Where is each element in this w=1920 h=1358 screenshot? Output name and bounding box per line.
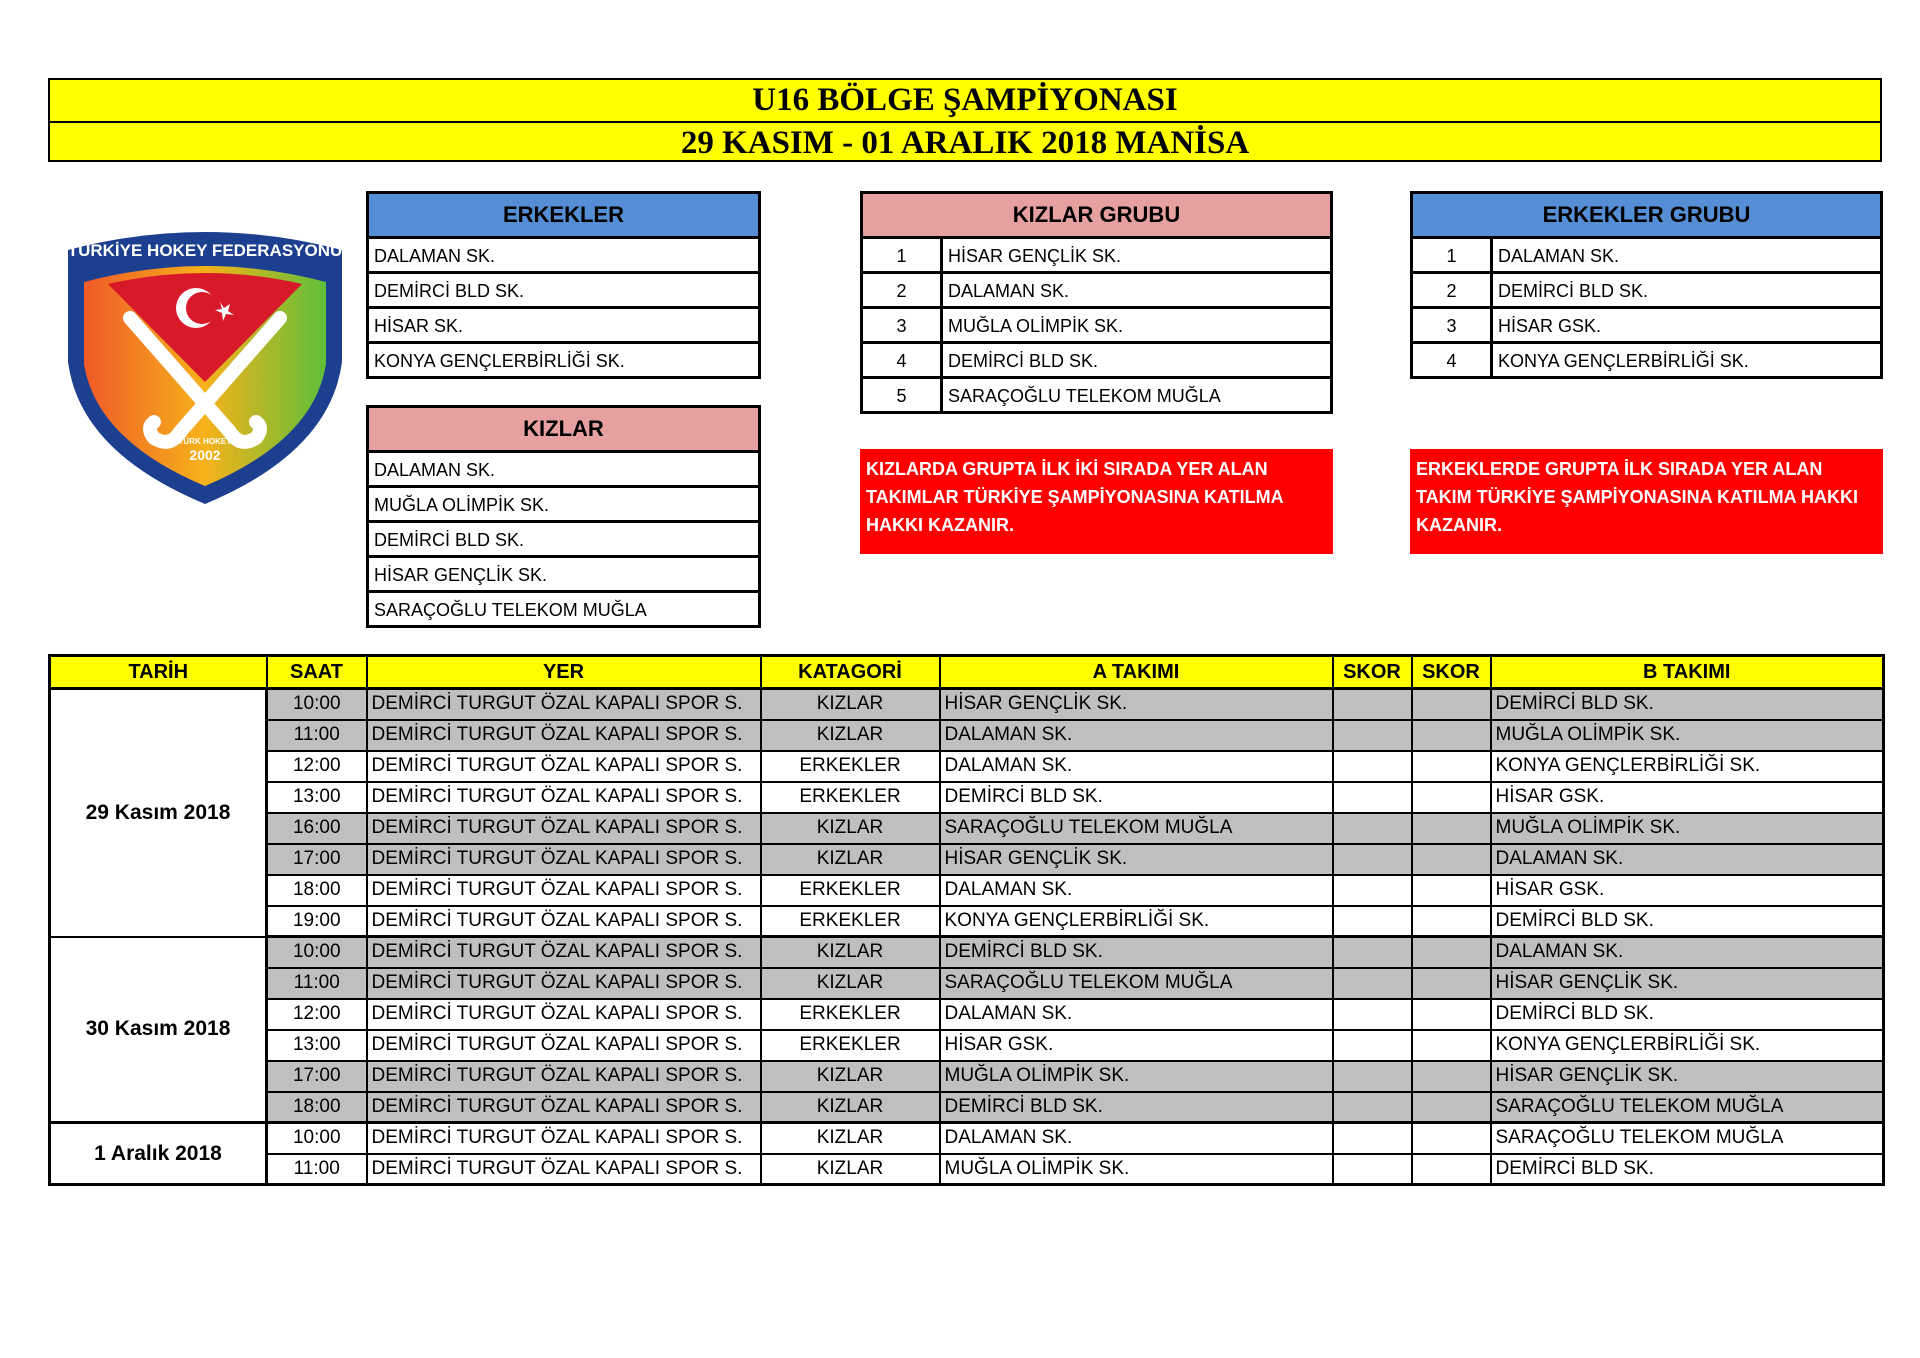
list-item: DALAMAN SK.: [369, 453, 758, 488]
category-cell: ERKEKLER: [761, 999, 940, 1030]
group-rank: 2: [1413, 274, 1493, 306]
table-row: [50, 875, 1884, 906]
time-cell: 11:00: [267, 1154, 367, 1185]
table-row: [50, 782, 1884, 813]
category-cell: ERKEKLER: [761, 782, 940, 813]
time-cell: 12:00: [267, 999, 367, 1030]
table-row: [50, 1154, 1884, 1185]
score-a-cell[interactable]: [1333, 1061, 1412, 1092]
venue-cell: DEMİRCİ TURGUT ÖZAL KAPALI SPOR S.: [367, 968, 761, 999]
venue-cell: DEMİRCİ TURGUT ÖZAL KAPALI SPOR S.: [367, 1154, 761, 1185]
category-cell: KIZLAR: [761, 937, 940, 968]
group-row: [1413, 274, 1880, 309]
category-cell: KIZLAR: [761, 689, 940, 720]
group-team: DEMİRCİ BLD SK.: [948, 351, 1099, 371]
time-cell: 17:00: [267, 844, 367, 875]
team-b-cell: HİSAR GENÇLİK SK.: [1491, 1061, 1884, 1092]
score-b-cell[interactable]: [1412, 1154, 1491, 1185]
venue-cell: DEMİRCİ TURGUT ÖZAL KAPALI SPOR S.: [367, 1030, 761, 1061]
table-row: [50, 813, 1884, 844]
time-cell: 12:00: [267, 751, 367, 782]
time-cell: 10:00: [267, 689, 367, 720]
venue-cell: DEMİRCİ TURGUT ÖZAL KAPALI SPOR S.: [367, 999, 761, 1030]
score-a-cell[interactable]: [1333, 813, 1412, 844]
category-cell: KIZLAR: [761, 720, 940, 751]
table-row: [50, 844, 1884, 875]
team-b-cell: DALAMAN SK.: [1491, 844, 1884, 875]
category-cell: KIZLAR: [761, 968, 940, 999]
federation-logo: [60, 222, 350, 507]
group-team: DEMİRCİ BLD SK.: [1498, 281, 1649, 301]
time-cell: 17:00: [267, 1061, 367, 1092]
erkekler-title: ERKEKLER: [369, 194, 758, 239]
group-team: DALAMAN SK.: [948, 281, 1070, 301]
team-b-cell: DEMİRCİ BLD SK.: [1491, 999, 1884, 1030]
table-row: [50, 1030, 1884, 1061]
erkekler-team-list: [366, 191, 761, 379]
team-b-cell: DALAMAN SK.: [1491, 937, 1884, 968]
score-a-cell[interactable]: [1333, 1154, 1412, 1185]
score-b-cell[interactable]: [1412, 1123, 1491, 1154]
score-b-cell[interactable]: [1412, 844, 1491, 875]
kizlar-grubu-title: KIZLAR GRUBU: [863, 194, 1330, 239]
team-a-cell: DEMİRCİ BLD SK.: [940, 1092, 1333, 1123]
date-cell: 29 Kasım 2018: [50, 689, 267, 937]
category-cell: ERKEKLER: [761, 1030, 940, 1061]
time-cell: 10:00: [267, 1123, 367, 1154]
group-rank: 2: [863, 274, 943, 306]
score-b-cell[interactable]: [1412, 999, 1491, 1030]
table-row: [50, 999, 1884, 1030]
table-header-row: [50, 656, 1884, 689]
logo-text: TÜRKİYE HOKEY FEDERASYONU: [67, 241, 343, 260]
logo-year: 2002: [189, 447, 221, 463]
category-cell: KIZLAR: [761, 1061, 940, 1092]
team-a-cell: SARAÇOĞLU TELEKOM MUĞLA: [940, 813, 1333, 844]
score-a-cell[interactable]: [1333, 1030, 1412, 1061]
time-cell: 19:00: [267, 906, 367, 937]
team-a-cell: DALAMAN SK.: [940, 751, 1333, 782]
page-subtitle: 29 KASIM - 01 ARALIK 2018 MANİSA: [50, 121, 1880, 164]
score-b-cell[interactable]: [1412, 937, 1491, 968]
table-row: [50, 751, 1884, 782]
venue-cell: DEMİRCİ TURGUT ÖZAL KAPALI SPOR S.: [367, 937, 761, 968]
group-row: [1413, 239, 1880, 274]
group-rank: 5: [863, 379, 943, 411]
group-team: SARAÇOĞLU TELEKOM MUĞLA: [948, 386, 1221, 406]
team-a-cell: MUĞLA OLİMPİK SK.: [940, 1061, 1333, 1092]
team-a-cell: DEMİRCİ BLD SK.: [940, 937, 1333, 968]
team-a-cell: SARAÇOĞLU TELEKOM MUĞLA: [940, 968, 1333, 999]
page-title: U16 BÖLGE ŞAMPİYONASI: [752, 82, 1178, 118]
group-row: [863, 309, 1330, 344]
group-team: KONYA GENÇLERBİRLİĞİ SK.: [1498, 351, 1749, 371]
match-schedule-table: [48, 654, 1885, 1186]
group-rank: 4: [1413, 344, 1493, 376]
venue-cell: DEMİRCİ TURGUT ÖZAL KAPALI SPOR S.: [367, 875, 761, 906]
category-cell: KIZLAR: [761, 813, 940, 844]
erkekler-grubu: [1410, 191, 1883, 379]
list-item: HİSAR GENÇLİK SK.: [369, 558, 758, 593]
score-a-cell[interactable]: [1333, 875, 1412, 906]
group-team: HİSAR GSK.: [1498, 316, 1602, 336]
score-a-cell[interactable]: [1333, 782, 1412, 813]
team-b-cell: HİSAR GSK.: [1491, 782, 1884, 813]
erkekler-qualification-note: ERKEKLERDE GRUPTA İLK SIRADA YER ALAN TAKIM TÜRKİYE ŞAMPİYONASINA KATILMA HAKKI KAZANIR.: [1410, 449, 1883, 554]
venue-cell: DEMİRCİ TURGUT ÖZAL KAPALI SPOR S.: [367, 782, 761, 813]
date-cell: 30 Kasım 2018: [50, 937, 267, 1123]
team-b-cell: SARAÇOĞLU TELEKOM MUĞLA: [1491, 1123, 1884, 1154]
category-cell: ERKEKLER: [761, 906, 940, 937]
score-a-cell[interactable]: [1333, 906, 1412, 937]
group-row: [863, 274, 1330, 309]
venue-cell: DEMİRCİ TURGUT ÖZAL KAPALI SPOR S.: [367, 751, 761, 782]
kizlar-grubu: [860, 191, 1333, 414]
score-b-cell[interactable]: [1412, 813, 1491, 844]
team-b-cell: MUĞLA OLİMPİK SK.: [1491, 720, 1884, 751]
column-header: SKOR: [1412, 656, 1491, 689]
table-row: [50, 1123, 1884, 1154]
team-a-cell: HİSAR GENÇLİK SK.: [940, 689, 1333, 720]
team-b-cell: HİSAR GENÇLİK SK.: [1491, 968, 1884, 999]
score-b-cell[interactable]: [1412, 1061, 1491, 1092]
team-b-cell: MUĞLA OLİMPİK SK.: [1491, 813, 1884, 844]
logo-small-text: TÜRK HOKEY: [178, 437, 232, 446]
team-b-cell: KONYA GENÇLERBİRLİĞİ SK.: [1491, 1030, 1884, 1061]
table-row: [50, 1061, 1884, 1092]
team-b-cell: DEMİRCİ BLD SK.: [1491, 906, 1884, 937]
score-a-cell[interactable]: [1333, 1092, 1412, 1123]
table-row: [50, 937, 1884, 968]
team-a-cell: KONYA GENÇLERBİRLİĞİ SK.: [940, 906, 1333, 937]
team-a-cell: DALAMAN SK.: [940, 1123, 1333, 1154]
venue-cell: DEMİRCİ TURGUT ÖZAL KAPALI SPOR S.: [367, 1123, 761, 1154]
team-a-cell: DALAMAN SK.: [940, 720, 1333, 751]
score-b-cell[interactable]: [1412, 720, 1491, 751]
time-cell: 11:00: [267, 720, 367, 751]
time-cell: 11:00: [267, 968, 367, 999]
table-row: [50, 1092, 1884, 1123]
team-b-cell: DEMİRCİ BLD SK.: [1491, 1154, 1884, 1185]
group-row: [1413, 344, 1880, 376]
group-row: [863, 239, 1330, 274]
group-rank: 4: [863, 344, 943, 376]
score-a-cell[interactable]: [1333, 689, 1412, 720]
list-item: KONYA GENÇLERBİRLİĞİ SK.: [374, 351, 625, 371]
title-banner: [48, 78, 1882, 162]
erkekler-grubu-title: ERKEKLER GRUBU: [1413, 194, 1880, 239]
score-a-cell[interactable]: [1333, 751, 1412, 782]
column-header: TARİH: [50, 656, 267, 689]
team-b-cell: KONYA GENÇLERBİRLİĞİ SK.: [1491, 751, 1884, 782]
table-row: [50, 968, 1884, 999]
time-cell: 13:00: [267, 1030, 367, 1061]
venue-cell: DEMİRCİ TURGUT ÖZAL KAPALI SPOR S.: [367, 689, 761, 720]
team-a-cell: HİSAR GSK.: [940, 1030, 1333, 1061]
team-a-cell: DEMİRCİ BLD SK.: [940, 782, 1333, 813]
list-item: MUĞLA OLİMPİK SK.: [369, 488, 758, 523]
category-cell: KIZLAR: [761, 1154, 940, 1185]
column-header: KATAGORİ: [761, 656, 940, 689]
venue-cell: DEMİRCİ TURGUT ÖZAL KAPALI SPOR S.: [367, 720, 761, 751]
score-b-cell[interactable]: [1412, 782, 1491, 813]
venue-cell: DEMİRCİ TURGUT ÖZAL KAPALI SPOR S.: [367, 844, 761, 875]
team-a-cell: HİSAR GENÇLİK SK.: [940, 844, 1333, 875]
column-header: YER: [367, 656, 761, 689]
score-b-cell[interactable]: [1412, 875, 1491, 906]
table-row: [50, 689, 1884, 720]
score-b-cell[interactable]: [1412, 968, 1491, 999]
score-a-cell[interactable]: [1333, 937, 1412, 968]
group-row: [863, 344, 1330, 379]
category-cell: KIZLAR: [761, 844, 940, 875]
category-cell: KIZLAR: [761, 1092, 940, 1123]
time-cell: 16:00: [267, 813, 367, 844]
column-header: B TAKIMI: [1491, 656, 1884, 689]
score-a-cell[interactable]: [1333, 968, 1412, 999]
team-a-cell: DALAMAN SK.: [940, 875, 1333, 906]
list-item: SARAÇOĞLU TELEKOM MUĞLA: [374, 600, 647, 620]
group-rank: 1: [1413, 239, 1493, 271]
score-a-cell[interactable]: [1333, 844, 1412, 875]
score-b-cell[interactable]: [1412, 689, 1491, 720]
score-a-cell[interactable]: [1333, 1123, 1412, 1154]
time-cell: 10:00: [267, 937, 367, 968]
group-team: DALAMAN SK.: [1498, 246, 1620, 266]
group-team: MUĞLA OLİMPİK SK.: [948, 316, 1124, 336]
venue-cell: DEMİRCİ TURGUT ÖZAL KAPALI SPOR S.: [367, 813, 761, 844]
time-cell: 18:00: [267, 1092, 367, 1123]
list-item: DEMİRCİ BLD SK.: [369, 523, 758, 558]
date-cell: 1 Aralık 2018: [50, 1123, 267, 1185]
score-b-cell[interactable]: [1412, 1092, 1491, 1123]
team-b-cell: SARAÇOĞLU TELEKOM MUĞLA: [1491, 1092, 1884, 1123]
category-cell: KIZLAR: [761, 1123, 940, 1154]
category-cell: ERKEKLER: [761, 751, 940, 782]
list-item: HİSAR SK.: [369, 309, 758, 344]
team-a-cell: MUĞLA OLİMPİK SK.: [940, 1154, 1333, 1185]
venue-cell: DEMİRCİ TURGUT ÖZAL KAPALI SPOR S.: [367, 906, 761, 937]
time-cell: 18:00: [267, 875, 367, 906]
column-header: SKOR: [1333, 656, 1412, 689]
list-item: DEMİRCİ BLD SK.: [369, 274, 758, 309]
group-rank: 3: [863, 309, 943, 341]
score-a-cell[interactable]: [1333, 999, 1412, 1030]
group-rank: 3: [1413, 309, 1493, 341]
team-b-cell: HİSAR GSK.: [1491, 875, 1884, 906]
category-cell: ERKEKLER: [761, 875, 940, 906]
table-row: [50, 720, 1884, 751]
time-cell: 13:00: [267, 782, 367, 813]
list-item: DALAMAN SK.: [369, 239, 758, 274]
venue-cell: DEMİRCİ TURGUT ÖZAL KAPALI SPOR S.: [367, 1061, 761, 1092]
column-header: A TAKIMI: [940, 656, 1333, 689]
score-a-cell[interactable]: [1333, 720, 1412, 751]
group-team: HİSAR GENÇLİK SK.: [948, 246, 1122, 266]
score-b-cell[interactable]: [1412, 751, 1491, 782]
logo-arc-text: [68, 241, 343, 260]
venue-cell: DEMİRCİ TURGUT ÖZAL KAPALI SPOR S.: [367, 1092, 761, 1123]
score-b-cell[interactable]: [1412, 1030, 1491, 1061]
group-row: [863, 379, 1330, 411]
kizlar-team-list: [366, 405, 761, 628]
table-row: [50, 906, 1884, 937]
column-header: SAAT: [267, 656, 367, 689]
group-rank: 1: [863, 239, 943, 271]
group-row: [1413, 309, 1880, 344]
score-b-cell[interactable]: [1412, 906, 1491, 937]
kizlar-qualification-note: KIZLARDA GRUPTA İLK İKİ SIRADA YER ALAN TAKIMLAR TÜRKİYE ŞAMPİYONASINA KATILMA HAKKI KAZANIR.: [860, 449, 1333, 554]
kizlar-title: KIZLAR: [369, 408, 758, 453]
team-a-cell: DALAMAN SK.: [940, 999, 1333, 1030]
team-b-cell: DEMİRCİ BLD SK.: [1491, 689, 1884, 720]
